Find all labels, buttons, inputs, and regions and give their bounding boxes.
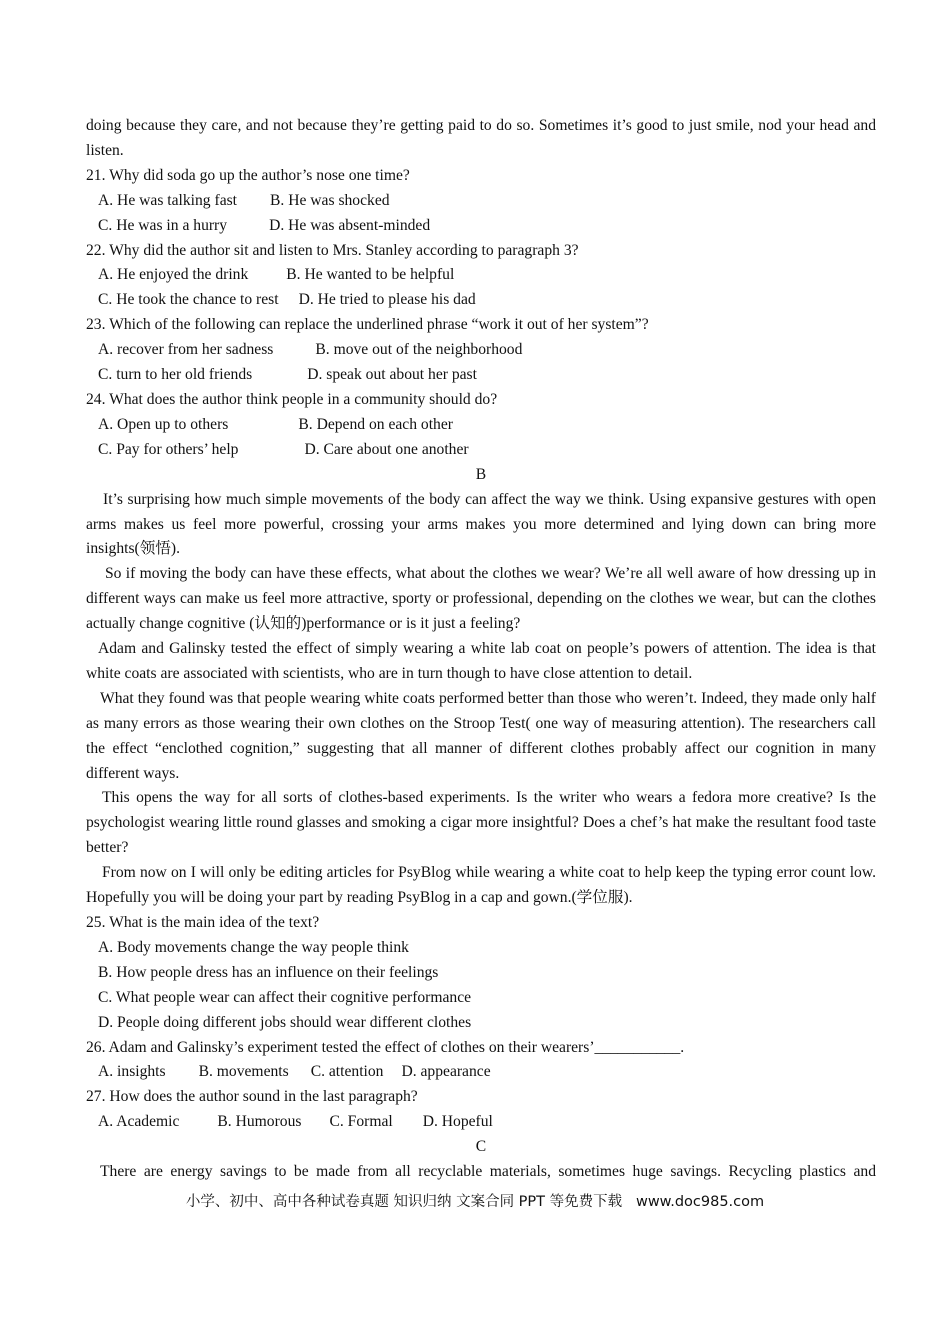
passage-c-start: There are energy savings to be made from all recyclable materials, sometimes huge savings. Recycling plastics and: [100, 1163, 876, 1181]
option-23-d: D. speak out about her past: [307, 366, 477, 384]
options-26-row: [98, 1060, 876, 1085]
question-27: 27. How does the author sound in the last paragraph?: [86, 1088, 418, 1106]
options-27-row: [98, 1110, 876, 1135]
option-24-b: B. Depend on each other: [298, 415, 453, 433]
options-23-row-1: [98, 338, 876, 363]
option-24-a: A. Open up to others: [98, 415, 229, 433]
passage-b-paragraph-3: Adam and Galinsky tested the effect of simply wearing a white lab coat on people’s powers of attention. The idea is that white coats are associated with scientists, who are in turn though to have close attention to detail.: [86, 640, 876, 682]
options-24-row-1: [98, 413, 876, 438]
option-23-a: A. recover from her sadness: [98, 341, 274, 359]
page-footer: 小学、初中、高中各种试卷真题 知识归纳 文案合同 PPT 等免费下载 www.doc985.com: [185, 1194, 765, 1210]
option-26-c: C. attention: [310, 1063, 384, 1081]
option-25-b: B. How people dress has an influence on their feelings: [98, 963, 439, 981]
passage-b-paragraph-5: This opens the way for all sorts of clothes-based experiments. Is the writer who wears a fedora more creative? Is the psychologist wearing little round glasses and smoking a cigar more insightful? Does a chef’s hat make the resultant food taste better?: [86, 789, 876, 857]
option-24-d: D. Care about one another: [304, 440, 469, 458]
passage-b-paragraph-6: From now on I will only be editing articles for PsyBlog while wearing a white coat to help keep the typing error count low. Hopefully you will be doing your part by reading PsyBlog in a cap and gown.(学位服).: [86, 864, 876, 907]
option-21-b: B. He was shocked: [270, 191, 390, 209]
option-25-a: A. Body movements change the way people think: [98, 938, 409, 956]
exam-page: [86, 114, 876, 1185]
question-24: 24. What does the author think people in a community should do?: [86, 390, 498, 408]
passage-b-paragraph-4: What they found was that people wearing white coats performed better than those who weren’t. Indeed, they made only half as many errors as those wearing their own clothes on the Stroop Test( one way of measuring attention). The researchers call the effect “enclothed cognition,” suggesting that all manner of different clothes probably affect our cognition in many different ways.: [86, 689, 876, 782]
question-25: 25. What is the main idea of the text?: [86, 914, 320, 931]
option-22-b: B. He wanted to be helpful: [286, 266, 455, 284]
question-26: 26. Adam and Galinsky’s experiment tested the effect of clothes on their wearers’___________.: [86, 1038, 685, 1056]
option-21-c: C. He was in a hurry: [98, 216, 228, 234]
option-24-c: C. Pay for others’ help: [98, 440, 239, 458]
option-27-b: B. Humorous: [217, 1113, 302, 1131]
option-21-a: A. He was talking fast: [98, 191, 238, 209]
option-22-c: C. He took the chance to rest: [98, 291, 279, 309]
options-21-row-2: [98, 214, 876, 239]
question-21: 21. Why did soda go up the author’s nose one time?: [86, 166, 410, 184]
section-b-heading: B: [475, 465, 487, 483]
option-27-d: D. Hopeful: [422, 1113, 493, 1131]
options-22-row-2: [98, 288, 876, 313]
options-23-row-2: [98, 363, 876, 388]
passage-b-paragraph-2: So if moving the body can have these effects, what about the clothes we wear? We’re all well aware of how dressing up in different ways can make us feel more attractive, sporty or professional, depending on the clothes we wear, but can the clothes actually change cognitive (认知的)performance or is it just a feeling?: [86, 565, 876, 633]
option-27-a: A. Academic: [98, 1113, 180, 1131]
option-22-d: D. He tried to please his dad: [298, 291, 476, 309]
option-21-d: D. He was absent-minded: [269, 216, 431, 234]
option-25-d: D. People doing different jobs should wear different clothes: [98, 1013, 472, 1031]
option-25-c: C. What people wear can affect their cognitive performance: [98, 988, 472, 1006]
option-23-c: C. turn to her old friends: [98, 366, 253, 384]
option-27-c: C. Formal: [329, 1113, 393, 1131]
option-23-b: B. move out of the neighborhood: [315, 341, 523, 359]
question-22: 22. Why did the author sit and listen to Mrs. Stanley according to paragraph 3?: [86, 241, 579, 259]
passage-b-paragraph-1: It’s surprising how much simple movements of the body can affect the way we think. Using expansive gestures with open arms makes us feel more powerful, crossing your arms makes you more determined and lying down can bring more insights(领悟).: [86, 490, 876, 558]
option-22-a: A. He enjoyed the drink: [98, 266, 249, 284]
question-23: 23. Which of the following can replace the underlined phrase “work it out of her system”?: [86, 316, 649, 334]
options-24-row-2: [98, 438, 876, 463]
option-26-b: B. movements: [198, 1063, 289, 1081]
section-c-heading: C: [475, 1138, 487, 1156]
passage-a-tail: doing because they care, and not because they’re getting paid to do so. Sometimes it’s good to just smile, nod your head and listen.: [86, 117, 876, 159]
option-26-d: D. appearance: [401, 1063, 491, 1081]
option-26-a: A. insights: [98, 1063, 166, 1081]
options-21-row-1: [98, 189, 876, 214]
options-22-row-1: [98, 263, 876, 288]
